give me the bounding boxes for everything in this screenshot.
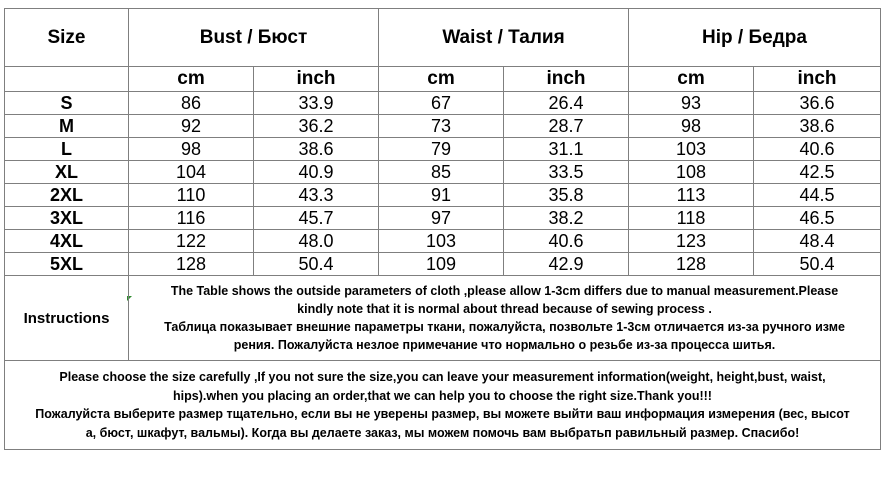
note-line: Пожалуйста выберите размер тщательно, если вы не уверены размер, вы можете выйти ваш информация измерения (вес, высот (35, 407, 850, 421)
bust-cm-cell: 110 (129, 184, 254, 207)
waist-inch-unit: inch (504, 67, 629, 92)
table-row (5, 184, 881, 207)
instructions-text (129, 276, 881, 361)
bust-cm-cell: 92 (129, 115, 254, 138)
hip-inch-cell: 40.6 (754, 138, 881, 161)
bust-cm-cell: 116 (129, 207, 254, 230)
note-line: hips).when you placing an order,that we can help you to choose the right size.Thank you!!! (173, 388, 712, 403)
bust-inch-unit: inch (254, 67, 379, 92)
instructions-row (5, 276, 881, 361)
waist-cm-cell: 109 (379, 253, 504, 276)
waist-cm-cell: 97 (379, 207, 504, 230)
bust-cm-cell: 86 (129, 92, 254, 115)
waist-cm-cell: 79 (379, 138, 504, 161)
waist-inch-cell: 40.6 (504, 230, 629, 253)
hip-inch-cell: 38.6 (754, 115, 881, 138)
waist-inch-cell: 31.1 (504, 138, 629, 161)
bust-inch-cell: 50.4 (254, 253, 379, 276)
waist-inch-cell: 26.4 (504, 92, 629, 115)
bust-inch-cell: 33.9 (254, 92, 379, 115)
waist-cm-cell: 91 (379, 184, 504, 207)
table-row (5, 161, 881, 184)
bust-inch-cell: 40.9 (254, 161, 379, 184)
units-row (5, 67, 881, 92)
bust-cm-cell: 104 (129, 161, 254, 184)
hip-inch-cell: 48.4 (754, 230, 881, 253)
instructions-line: рения. Пожалуйста незлое примечание что нормально о резьбе из-за процесса шитья. (233, 338, 776, 352)
units-blank-cell (5, 67, 129, 92)
waist-cm-unit: cm (379, 67, 504, 92)
hip-cm-cell: 103 (629, 138, 754, 161)
hip-inch-cell: 36.6 (754, 92, 881, 115)
waist-cm-cell: 103 (379, 230, 504, 253)
hip-inch-cell: 44.5 (754, 184, 881, 207)
hip-cm-cell: 128 (629, 253, 754, 276)
note-row (5, 361, 881, 450)
bust-inch-cell: 45.7 (254, 207, 379, 230)
waist-cm-cell: 73 (379, 115, 504, 138)
hip-cm-cell: 113 (629, 184, 754, 207)
size-cell: XL (5, 161, 129, 184)
note-line: Please choose the size carefully ,If you not sure the size,you can leave your measurement information(weight, height,bust, waist, (59, 370, 826, 384)
table-row (5, 230, 881, 253)
size-cell: S (5, 92, 129, 115)
size-cell: 2XL (5, 184, 129, 207)
waist-header: Waist / Талия (379, 9, 629, 67)
hip-cm-cell: 108 (629, 161, 754, 184)
hip-cm-unit: cm (629, 67, 754, 92)
size-table (4, 8, 881, 450)
hip-inch-unit: inch (754, 67, 881, 92)
bust-header: Bust / Бюст (129, 9, 379, 67)
table-row (5, 115, 881, 138)
size-cell: M (5, 115, 129, 138)
hip-cm-cell: 118 (629, 207, 754, 230)
table-row (5, 253, 881, 276)
instructions-line: The Table shows the outside parameters of cloth ,please allow 1-3cm differs due to manual measurement.Please (170, 284, 839, 298)
waist-cm-cell: 85 (379, 161, 504, 184)
bust-cm-cell: 128 (129, 253, 254, 276)
note-line: а, бюст, шкафут, вальмы). Когда вы делаете заказ, мы можем помочь вам выбратьп равильный размер. Спасибо! (85, 425, 800, 440)
bust-inch-cell: 36.2 (254, 115, 379, 138)
instructions-label: Instructions (5, 276, 129, 361)
waist-inch-cell: 28.7 (504, 115, 629, 138)
size-header: Size (5, 9, 129, 67)
header-row (5, 9, 881, 67)
instructions-line: Таблица показывает внешние параметры ткани, пожалуйста, позвольте 1-3см отличается из-за ручного изме (164, 320, 845, 334)
table-row (5, 92, 881, 115)
waist-inch-cell: 42.9 (504, 253, 629, 276)
size-cell: 5XL (5, 253, 129, 276)
bust-inch-cell: 43.3 (254, 184, 379, 207)
waist-cm-cell: 67 (379, 92, 504, 115)
instructions-line: kindly note that it is normal about thread because of sewing process . (297, 302, 712, 316)
bust-inch-cell: 38.6 (254, 138, 379, 161)
hip-inch-cell: 42.5 (754, 161, 881, 184)
hip-inch-cell: 46.5 (754, 207, 881, 230)
hip-cm-cell: 98 (629, 115, 754, 138)
note-text (5, 361, 881, 450)
hip-cm-cell: 93 (629, 92, 754, 115)
size-cell: 4XL (5, 230, 129, 253)
bust-cm-cell: 98 (129, 138, 254, 161)
size-cell: 3XL (5, 207, 129, 230)
bust-inch-cell: 48.0 (254, 230, 379, 253)
hip-header: Hip / Бедра (629, 9, 881, 67)
bust-cm-unit: cm (129, 67, 254, 92)
hip-cm-cell: 123 (629, 230, 754, 253)
waist-inch-cell: 33.5 (504, 161, 629, 184)
size-cell: L (5, 138, 129, 161)
table-row (5, 138, 881, 161)
table-row (5, 207, 881, 230)
hip-inch-cell: 50.4 (754, 253, 881, 276)
waist-inch-cell: 35.8 (504, 184, 629, 207)
bust-cm-cell: 122 (129, 230, 254, 253)
waist-inch-cell: 38.2 (504, 207, 629, 230)
